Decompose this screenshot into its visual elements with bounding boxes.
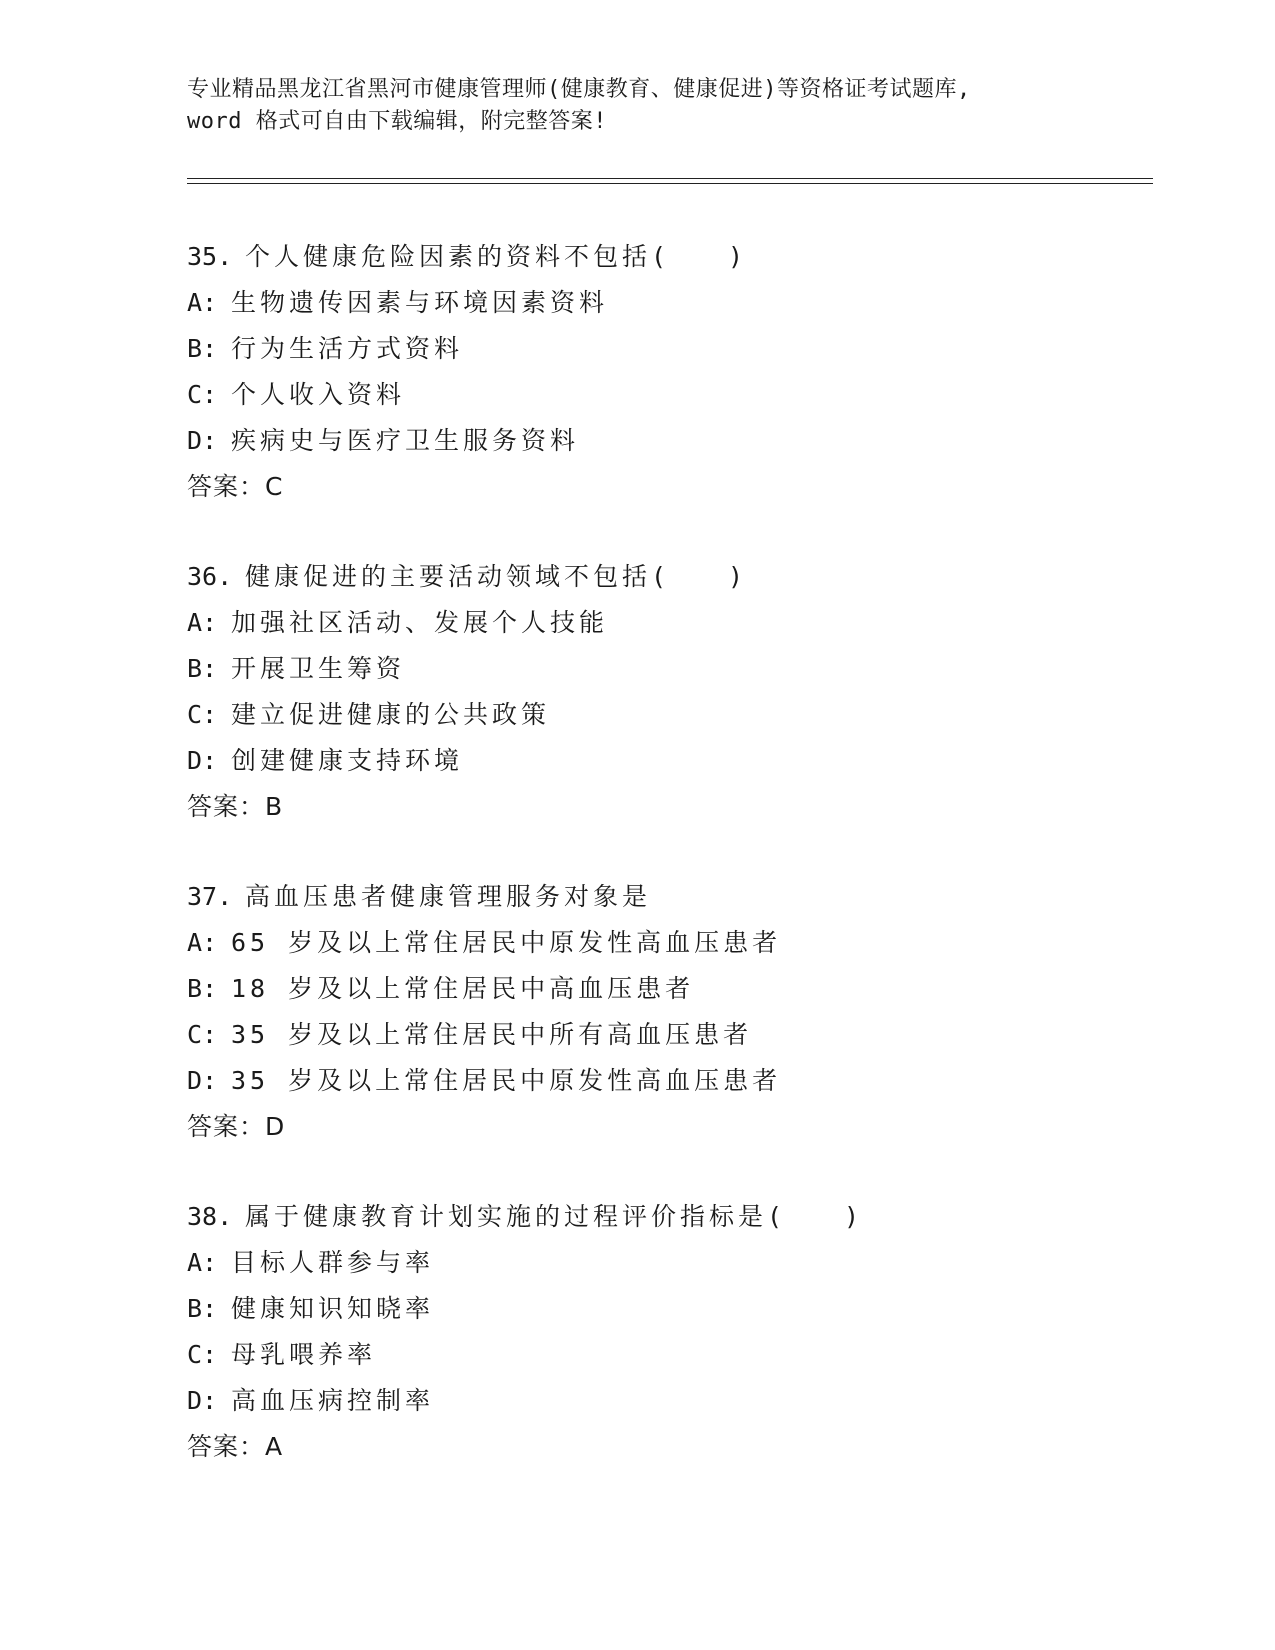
question-37	[187, 874, 1187, 1150]
option-c	[187, 1012, 1187, 1058]
option-key: A:	[187, 288, 218, 317]
option-text: 开展卫生筹资	[231, 654, 406, 683]
question-list	[187, 234, 1187, 1514]
option-a	[187, 1240, 1187, 1286]
option-d	[187, 1058, 1187, 1104]
option-b	[187, 1286, 1187, 1332]
answer: 答案：D	[187, 1112, 286, 1141]
option-c	[187, 692, 1187, 738]
question-stem	[187, 1194, 1187, 1240]
question-stem	[187, 874, 1187, 920]
option-key: A:	[187, 928, 218, 957]
question-text: 属于健康教育计划实施的过程评价指标是( )	[245, 1202, 864, 1231]
question-stem	[187, 554, 1187, 600]
question-text: 个人健康危险因素的资料不包括( )	[245, 242, 748, 271]
option-key: B:	[187, 334, 218, 363]
option-text: 建立促进健康的公共政策	[231, 700, 551, 729]
option-text: 35 岁及以上常住居民中原发性高血压患者	[231, 1066, 782, 1095]
option-b	[187, 966, 1187, 1012]
option-key: C:	[187, 1020, 218, 1049]
option-text: 健康知识知晓率	[231, 1294, 435, 1323]
option-b	[187, 646, 1187, 692]
header-divider-bottom	[187, 183, 1153, 184]
option-key: B:	[187, 654, 218, 683]
option-key: B:	[187, 974, 218, 1003]
option-a	[187, 920, 1187, 966]
answer: 答案：C	[187, 472, 284, 501]
option-text: 个人收入资料	[231, 380, 406, 409]
option-a	[187, 600, 1187, 646]
option-key: C:	[187, 700, 218, 729]
option-text: 生物遗传因素与环境因素资料	[231, 288, 609, 317]
option-text: 35 岁及以上常住居民中所有高血压患者	[231, 1020, 753, 1049]
option-text: 加强社区活动、发展个人技能	[231, 608, 609, 637]
option-text: 高血压病控制率	[231, 1386, 435, 1415]
document-header	[187, 74, 1087, 138]
question-36	[187, 554, 1187, 830]
header-divider-top	[187, 178, 1153, 179]
option-text: 创建健康支持环境	[231, 746, 464, 775]
option-b	[187, 326, 1187, 372]
option-c	[187, 1332, 1187, 1378]
option-key: D:	[187, 1386, 218, 1415]
question-number: 36.	[187, 562, 233, 591]
option-text: 65 岁及以上常住居民中原发性高血压患者	[231, 928, 782, 957]
option-key: B:	[187, 1294, 218, 1323]
option-text: 目标人群参与率	[231, 1248, 435, 1277]
question-number: 38.	[187, 1202, 233, 1231]
option-key: D:	[187, 746, 218, 775]
option-c	[187, 372, 1187, 418]
option-key: A:	[187, 1248, 218, 1277]
question-38	[187, 1194, 1187, 1470]
question-stem	[187, 234, 1187, 280]
option-d	[187, 1378, 1187, 1424]
question-number: 37.	[187, 882, 233, 911]
header-line-1: 专业精品黑龙江省黑河市健康管理师(健康教育、健康促进)等资格证考试题库,	[187, 77, 971, 102]
option-key: D:	[187, 426, 218, 455]
answer: 答案：B	[187, 792, 284, 821]
option-text: 母乳喂养率	[231, 1340, 377, 1369]
option-key: C:	[187, 380, 218, 409]
answer: 答案：A	[187, 1432, 284, 1461]
question-number: 35.	[187, 242, 233, 271]
option-key: C:	[187, 1340, 218, 1369]
option-d	[187, 738, 1187, 784]
option-text: 疾病史与医疗卫生服务资料	[231, 426, 580, 455]
option-text: 18 岁及以上常住居民中高血压患者	[231, 974, 695, 1003]
header-line-2: word 格式可自由下载编辑，附完整答案!	[187, 109, 607, 134]
question-text: 健康促进的主要活动领域不包括( )	[245, 562, 748, 591]
question-35	[187, 234, 1187, 510]
option-key: A:	[187, 608, 218, 637]
option-key: D:	[187, 1066, 218, 1095]
question-text: 高血压患者健康管理服务对象是	[245, 882, 652, 911]
option-d	[187, 418, 1187, 464]
option-a	[187, 280, 1187, 326]
option-text: 行为生活方式资料	[231, 334, 464, 363]
